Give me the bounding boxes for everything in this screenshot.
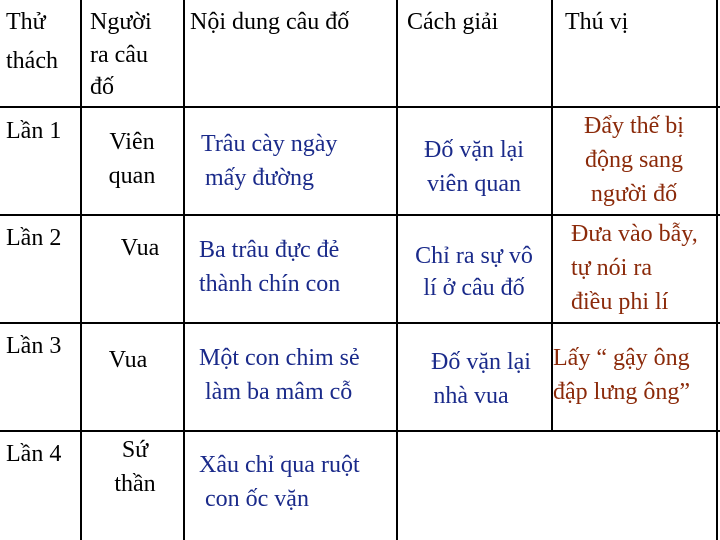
- header-asker-line-1: Người: [90, 9, 152, 35]
- table-border-header: [0, 106, 720, 108]
- row-3-content-line-1: Một con chim sẻ: [199, 345, 360, 371]
- table-border-row-1: [0, 214, 720, 216]
- row-2-interest-line-3: điều phi lí: [571, 289, 669, 315]
- row-1-interest-line-3: người đố: [590, 181, 678, 207]
- table-border-col-1: [80, 0, 82, 540]
- row-4-content-line-1: Xâu chỉ qua ruột: [199, 452, 360, 478]
- row-2-content-line-2: thành chín con: [199, 271, 341, 297]
- row-2-turn: Lần 2: [6, 225, 62, 251]
- row-2-solution-line-1: Chỉ ra sự vô: [415, 243, 533, 269]
- row-3-solution-line-2: nhà vua: [433, 383, 509, 409]
- row-1-interest-line-2: động sang: [585, 147, 683, 173]
- row-2-solution-line-2: lí ở câu đố: [423, 275, 525, 301]
- row-1-content-line-1: Trâu cày ngày: [201, 131, 338, 157]
- header-challenge-line-1: Thử: [6, 9, 46, 35]
- row-1-solution-line-2: viên quan: [427, 171, 521, 197]
- header-challenge-line-2: thách: [6, 48, 58, 74]
- table-border-col-5: [716, 0, 718, 540]
- row-3-content-line-2: làm ba mâm cỗ: [205, 379, 353, 405]
- row-3-asker: Vua: [108, 347, 148, 373]
- row-4-asker-line-1: Sứ: [121, 437, 149, 463]
- row-2-interest-line-1: Đưa vào bẫy,: [571, 221, 698, 247]
- header-asker-line-3: đố: [90, 74, 114, 100]
- header-content: Nội dung câu đố: [190, 9, 350, 35]
- row-1-solution-line-1: Đố vặn lại: [424, 137, 524, 163]
- row-1-interest-line-1: Đẩy thế bị: [584, 113, 684, 139]
- row-4-content-line-2: con ốc vặn: [205, 486, 309, 512]
- row-4-turn: Lần 4: [6, 441, 62, 467]
- header-interest: Thú vị: [565, 9, 629, 35]
- table-border-row-3: [0, 430, 720, 432]
- row-3-solution-line-1: Đố vặn lại: [431, 349, 531, 375]
- row-1-asker-line-1: Viên: [109, 129, 155, 155]
- row-2-content-line-1: Ba trâu đực đẻ: [199, 237, 340, 263]
- header-asker-line-2: ra câu: [90, 42, 148, 68]
- row-3-interest-line-1: Lấy “ gậy ông: [553, 342, 690, 374]
- row-3-interest-line-2: đập lưng ông”: [553, 376, 690, 408]
- row-2-asker: Vua: [120, 235, 160, 261]
- row-4-asker-line-2: thần: [114, 471, 156, 497]
- header-solution: Cách giải: [407, 9, 499, 35]
- row-2-interest-line-2: tự nói ra: [571, 255, 652, 281]
- row-1-turn: Lần 1: [6, 118, 62, 144]
- row-1-content-line-2: mấy đường: [205, 165, 315, 191]
- table-border-row-2: [0, 322, 720, 324]
- row-1-asker-line-2: quan: [108, 163, 156, 189]
- row-3-turn: Lần 3: [6, 333, 62, 359]
